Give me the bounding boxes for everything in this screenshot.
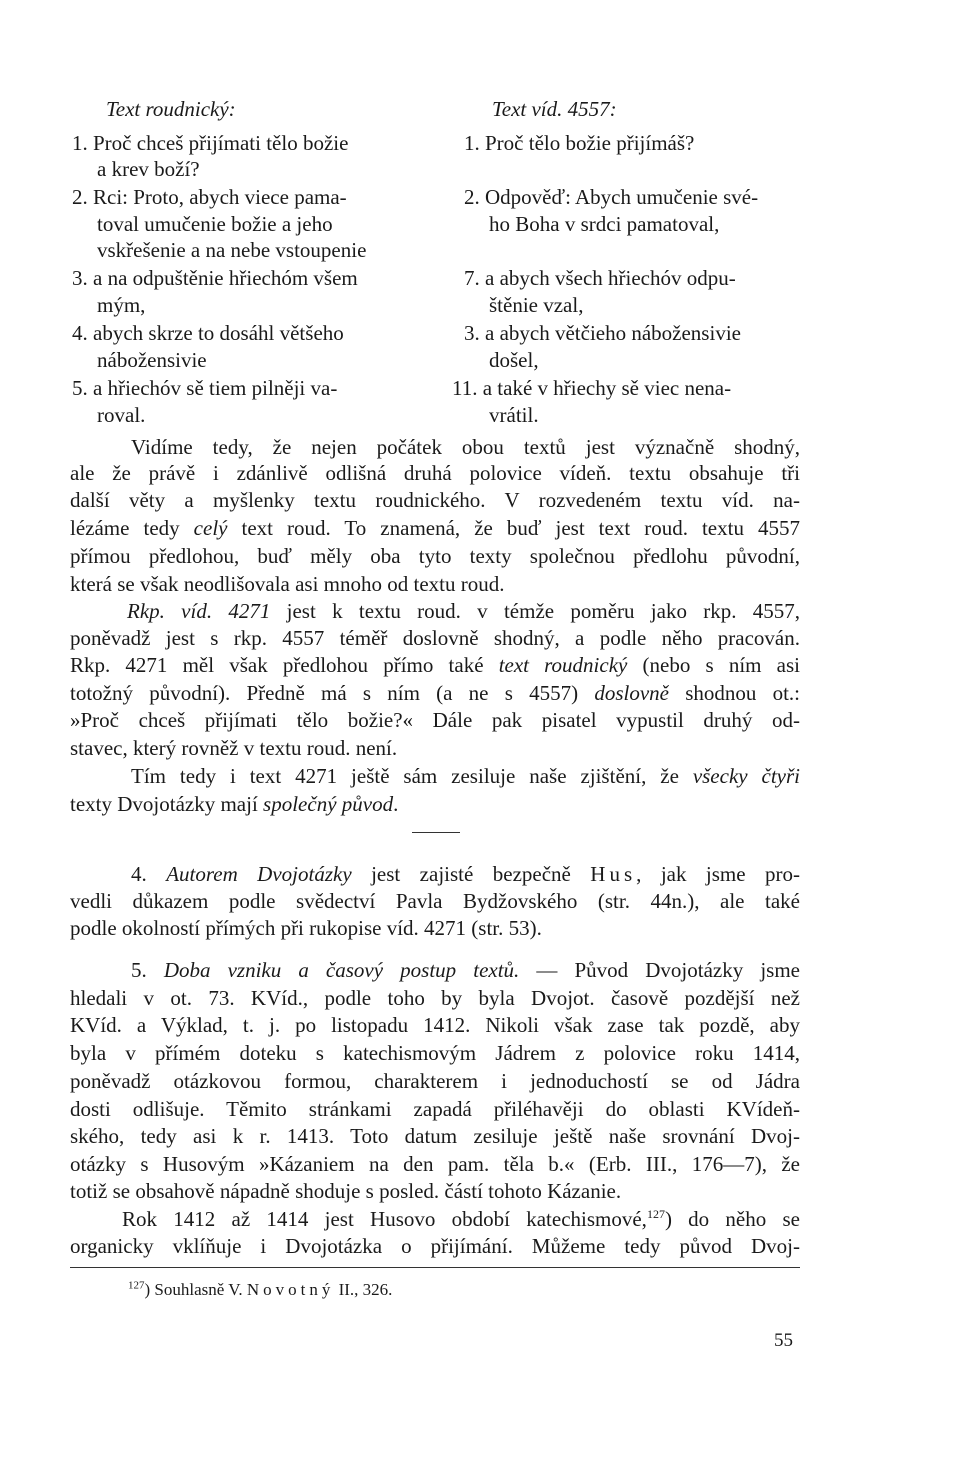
p1-line-3: další věty a myšlenky textu roudnického. V rozvedeném textu víd. na- (70, 488, 800, 512)
p5-line-8: otázky s Husovým »Kázaniem na den pam. těla b.« (Erb. III., 176—7), že (70, 1152, 800, 1176)
p3-line-2: texty Dvojotázky mají společný původ. (70, 792, 399, 816)
footnote-mark: 127 (128, 1279, 145, 1292)
footnote: $^{127}$) Souhlasně V. Novotný II., 326. (128, 1279, 393, 1299)
left-column-heading: Text roudnický: (106, 97, 236, 121)
left-line-2: a krev boží? (97, 157, 200, 181)
p4-line-3: podle okolností přímých při rukopise víd. 4271 (str. 53). (70, 916, 542, 940)
p4-line-1: 4. Autorem Dvojotázky jest zajisté bezpečně Hus, jak jsme pro- (131, 862, 801, 886)
p5-line-2: hledali v ot. 73. KVíd., podle toho by byla Dvojot. časově pozdější než (70, 986, 800, 1010)
p3-line-1: Tím tedy i text 4271 ještě sám zesiluje naše zjištění, že všecky čtyři (131, 764, 800, 788)
right-line-6: 3. a abych větčieho nábožensivie (464, 321, 741, 345)
left-line-11: roval. (97, 403, 146, 427)
left-line-4: toval umučenie božie a jeho (97, 212, 333, 236)
p2-line-1: Rkp. víd. 4271 jest k textu roud. v témže poměru jako rkp. 4557, (127, 599, 800, 623)
page-number: 55 (774, 1330, 793, 1351)
right-line-8: 11. a také v hřiechy sě viec nena- (452, 376, 732, 400)
p2-line-4: totožný původní). Předně má s ním (a ne s 4557) doslovně shodnou ot.: (70, 681, 801, 705)
p6-line-2: organicky vklíňuje i Dvojotázka o přijímání. Můžeme tedy původ Dvoj- (70, 1234, 800, 1258)
p1-line-6: která se však neodlišovala asi mnoho od textu roud. (70, 572, 505, 596)
left-line-9: nábožensivie (97, 348, 207, 372)
p1-line-4: lézáme tedy celý text roud. To znamená, že buď jest text roud. textu 4557 (70, 516, 800, 540)
p1-line-1: Vidíme tedy, že nejen počátek obou textů jest význačně shodný, (131, 435, 800, 459)
p1-line-5: přímou předlohou, buď měly oba tyto texty společnou předlohu původní, (70, 544, 800, 568)
left-line-7: mým, (97, 293, 146, 317)
p2-line-2: poněvadž jest s rkp. 4557 téměř doslovně shodný, a podle něho pracován. (70, 626, 800, 650)
p6-line-1: Rok 1412 až 1414 jest Husovo období katechismové,$^{127}$) do něho se (122, 1207, 800, 1231)
left-line-8: 4. abych skrze to dosáhl většeho (72, 321, 344, 345)
p5-line-7: ského, tedy asi k r. 1413. Toto datum zesiluje ještě naše srovnání Dvoj- (70, 1124, 800, 1148)
right-line-1: 1. Proč tělo božie přijímáš? (464, 131, 695, 155)
right-line-7: došel, (489, 348, 539, 372)
p2-line-6: stavec, který rovněž v textu roud. není. (70, 736, 398, 760)
left-line-5: vskřešenie a na nebe vstoupenie (97, 238, 367, 262)
footnote-rule (70, 1267, 800, 1268)
left-line-3: 2. Rci: Proto, abych viece pama- (72, 185, 347, 209)
left-line-10: 5. a hřiechóv sě tiem pilněji va- (72, 376, 338, 400)
right-line-5: štěnie vzal, (489, 293, 584, 317)
right-column-heading: Text víd. 4557: (492, 97, 617, 121)
right-line-3: ho Boha v srdci pamatoval, (489, 212, 720, 236)
left-line-6: 3. a na odpuštěnie hřiechóm všem (72, 266, 358, 290)
right-line-2: 2. Odpověď: Abych umučenie své- (464, 185, 759, 209)
p2-line-5: »Proč chceš přijímati tělo božie?« Dále pak pisatel vypustil druhý od- (70, 708, 800, 732)
p2-line-3: Rkp. 4271 měl však předlohou přímo také text roudnický (nebo s ním asi (70, 653, 800, 677)
left-line-1: 1. Proč chceš přijímati tělo božie (72, 131, 349, 155)
p5-line-3: KVíd. a Výklad, t. j. po listopadu 1412. Nikoli však zase tak pozdě, aby (70, 1013, 800, 1037)
p1-line-2: ale že právě i zdánlivě odlišná druhá polovice vídeň. textu obsahuje tři (70, 461, 800, 485)
p5-line-6: dosti odlišuje. Těmito stránkami zapadá přiléhavěji do oblasti KVídeň- (70, 1097, 800, 1121)
p5-line-1: 5. Doba vzniku a časový postup textů. — Původ Dvojotázky jsme (131, 958, 800, 982)
right-line-9: vrátil. (489, 403, 539, 427)
p4-line-2: vedli důkazem podle svědectví Pavla Bydžovského (str. 44n.), ale také (70, 889, 800, 913)
p5-line-5: poněvadž otázkovou formou, charakterem i jednoduchostí se od Jádra (70, 1069, 800, 1093)
p5-line-9: totiž se obsahově nápadně shoduje s posled. částí tohoto Kázanie. (70, 1179, 622, 1203)
section-separator (412, 832, 460, 833)
right-line-4: 7. a abych všech hřiechóv odpu- (464, 266, 736, 290)
p5-line-4: byla v přímém doteku s katechismovým Jádrem z polovice roku 1414, (70, 1041, 800, 1065)
